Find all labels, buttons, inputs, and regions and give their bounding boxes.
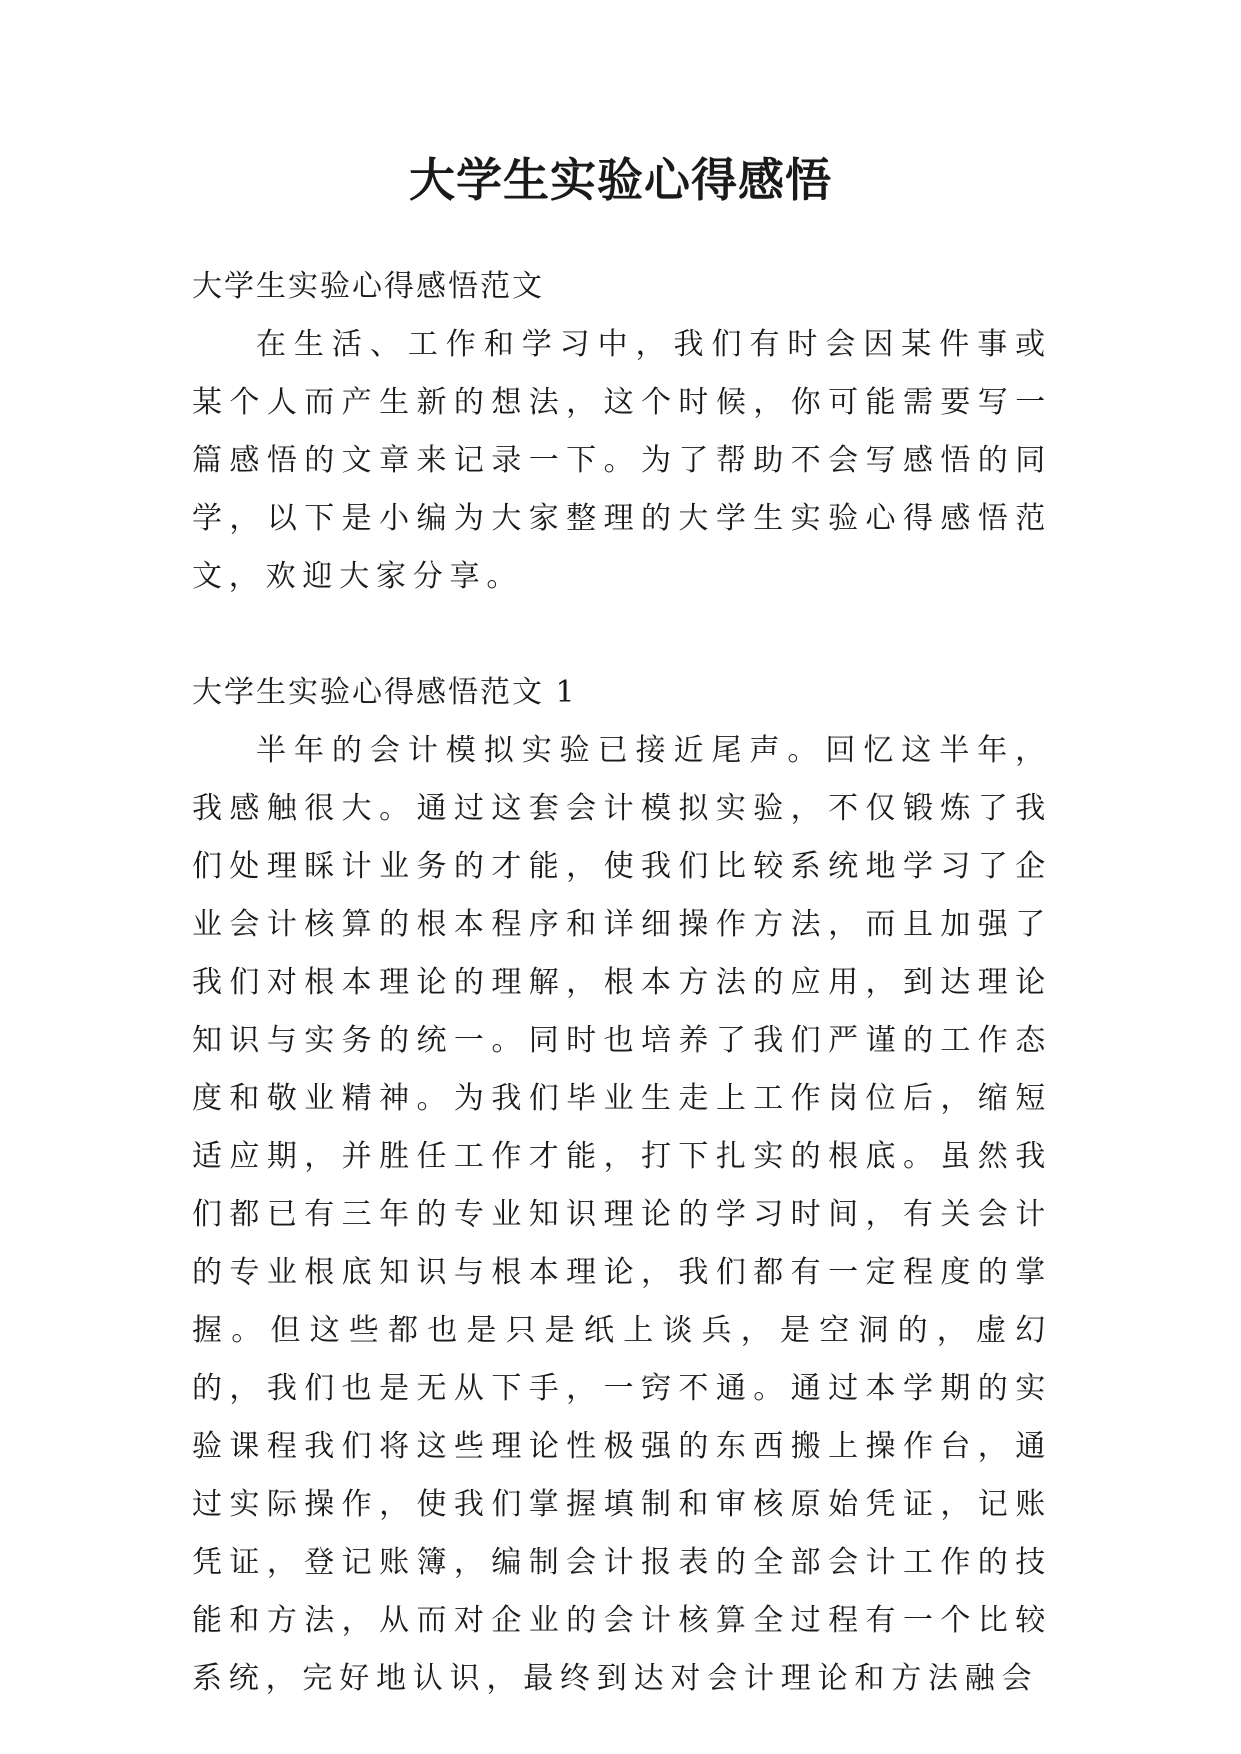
document-title: 大学生实验心得感悟 [409,153,832,207]
intro-paragraph: 在生活、工作和学习中，我们有时会因某件事或某个人而产生新的想法，这个时候，你可能需要写一篇感悟的文章来记录一下。为了帮助不会写感悟的同学，以下是小编为大家整理的大学生实验心得感悟范文，欢迎大家分享。 [192,327,1052,594]
section1-paragraph: 半年的会计模拟实验已接近尾声。回忆这半年，我感触很大。通过这套会计模拟实验，不仅锻炼了我们处理睬计业务的才能，使我们比较系统地学习了企业会计核算的根本程序和详细操作方法，而且加强了我们对根本理论的理解，根本方法的应用，到达理论知识与实务的统一。同时也培养了我们严谨的工作态度和敬业精神。为我们毕业生走上工作岗位后，缩短适应期，并胜任工作才能，打下扎实的根底。虽然我们都已有三年的专业知识理论的学习时间，有关会计的专业根底知识与根本理论，我们都有一定程度的掌握。但这些都也是只是纸上谈兵，是空洞的，虚幻的，我们也是无从下手，一窍不通。通过本学期的实验课程我们将这些理论性极强的东西搬上操作台，通过实际操作，使我们掌握填制和审核原始凭证，记账凭证，登记账簿，编制会计报表的全部会计工作的技能和方法，从而对企业的会计核算全过程有一个比较系统，完好地认识，最终到达对会计理论和方法融会 [192,733,1052,1696]
intro-heading: 大学生实验心得感悟范文 [192,269,544,304]
section-spacer [192,606,1052,664]
document-body [192,258,1052,1708]
section1-heading: 大学生实验心得感悟范文 1 [192,675,577,710]
